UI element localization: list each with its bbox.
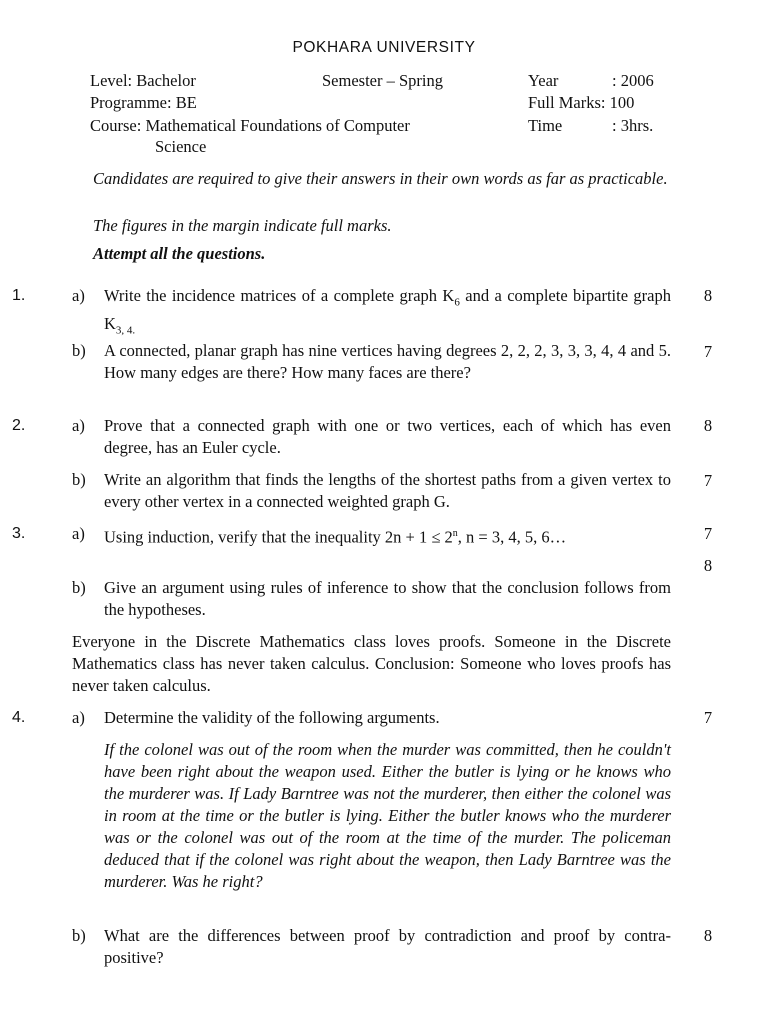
q4-a-text: Determine the validity of the following arguments. — [104, 708, 440, 727]
year-label: Year — [528, 71, 559, 90]
q2-b-text: Write an algorithm that finds the lengths of the shortest paths from a given vertex to every other vertex in a connected weighted graph G. — [104, 470, 671, 511]
question-number-1: 1. — [12, 287, 26, 304]
q1-b-label: b) — [72, 341, 86, 360]
q3-a-text: Using induction, verify that the inequality $2n + 1 \le 2^n$, n = 3, 4, 5, 6… — [104, 527, 567, 547]
q2-b-label: b) — [72, 470, 86, 489]
q3-hypotheses-paragraph: Everyone in the Discrete Mathematics class loves proofs. Someone in the Discrete Mathematics class has never taken calculus. Conclusion: Someone who loves proofs has never taken calculus. — [72, 632, 671, 695]
q1-a-label: a) — [72, 286, 85, 305]
course-text-line1: Course: Mathematical Foundations of Computer — [90, 116, 410, 135]
q1-b-marks: 7 — [703, 342, 713, 361]
question-number-4: 4. — [12, 709, 26, 726]
q3-a-label: a) — [72, 524, 85, 543]
q2-a-text: Prove that a connected graph with one or two vertices, each of which has even degree, has an Euler cycle. — [104, 416, 671, 457]
q4-argument-text: If the colonel was out of the room when the murder was committed, then he couldn't have been right about the weapon used. Either the butler is lying or he knows who the murderer was. If Lady Barntree was not the murderer, then either the colonel was in room at the time or the butler is lying. Either the butler knows who the murderer was or the colonel was out of the room at the time of the murder. The policeman deduced that if the colonel was right about the weapon, then Lady Barntree was the murderer. Was he right? — [104, 740, 671, 891]
q1-a-text: Write the incidence matrices of a complete graph $K_6$ and a complete bipartite graph $K_{3, 4.}$ — [104, 286, 672, 337]
q3-a-marks: 7 — [703, 524, 713, 543]
q4-a-label: a) — [72, 708, 85, 727]
instruction-attempt-all: Attempt all the questions. — [93, 244, 266, 263]
time-label: Time — [528, 116, 563, 135]
q4-b-text: What are the differences between proof by contradiction and proof by contra-positive? — [104, 926, 671, 967]
q4-b-label: b) — [72, 926, 86, 945]
time-value: : 3hrs. — [612, 116, 654, 135]
course-text-line2: Science — [155, 137, 207, 156]
q1-a-marks: 8 — [703, 286, 713, 305]
q1-b-text: A connected, planar graph has nine vertices having degrees 2, 2, 2, 3, 3, 3, 4, 4 and 5. How many edges are there? How many faces are there? — [104, 341, 671, 382]
full-marks-text: Full Marks: 100 — [528, 93, 635, 112]
level-text: Level: Bachelor — [90, 71, 196, 90]
q4-a-marks: 7 — [703, 708, 713, 727]
q3-b-marks: 8 — [703, 556, 713, 575]
q2-a-marks: 8 — [703, 416, 713, 435]
q2-a-label: a) — [72, 416, 85, 435]
year-value: : 2006 — [612, 71, 654, 90]
q3-b-text: Give an argument using rules of inference to show that the conclusion follows from the hypotheses. — [104, 578, 671, 619]
question-number-3: 3. — [12, 525, 26, 542]
question-number-2: 2. — [12, 417, 26, 434]
university-title: POKHARA UNIVERSITY — [292, 39, 476, 56]
q3-b-label: b) — [72, 578, 86, 597]
semester-text: Semester – Spring — [322, 71, 443, 90]
programme-text: Programme: BE — [90, 93, 197, 112]
q2-b-marks: 7 — [703, 471, 713, 490]
q4-b-marks: 8 — [703, 926, 713, 945]
instruction-marks: The figures in the margin indicate full marks. — [93, 216, 392, 235]
instruction-answers: Candidates are required to give their answers in their own words as far as practicable. — [93, 169, 668, 188]
